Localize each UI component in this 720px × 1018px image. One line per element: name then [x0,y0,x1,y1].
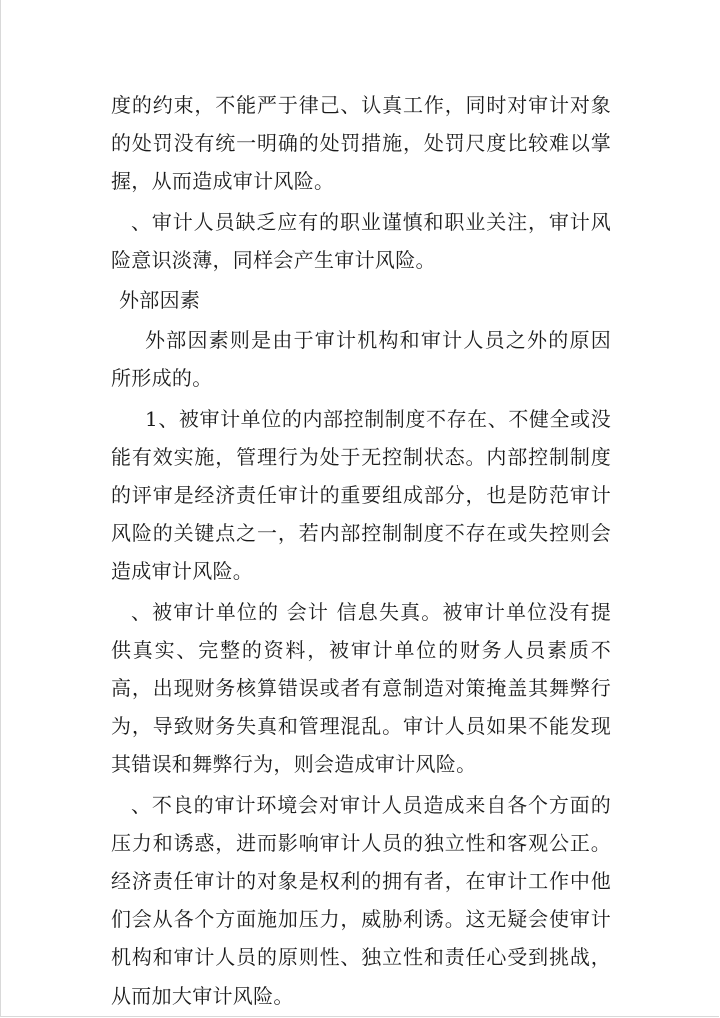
section-heading-external-factors: 外部因素 [119,288,201,313]
paragraph-penalty-standards: 度的约束，不能严于律己、认真工作，同时对审计对象的处罚没有统一明确的处罚措施，处罚尺度比较难以掌握，从而造成审计风险。 [111,93,611,194]
paragraph-professional-care: 、审计人员缺乏应有的职业谨慎和职业关注，审计风险意识淡薄，同样会产生审计风险。 [111,209,611,272]
paragraph-audit-environment: 、不良的审计环境会对审计人员造成来自各个方面的压力和诱惑，进而影响审计人员的独立性和客观公正。经济责任审计的对象是权利的拥有者，在审计工作中他们会从各个方面施加压力，威胁利诱。这无疑会使审计机构和审计人员的原则性、独立性和责任心受到挑战，从而加大审计风险。 [111,792,611,1008]
document-body [111,86,611,1015]
paragraph-internal-control: 1、被审计单位的内部控制制度不存在、不健全或没能有效实施，管理行为处于无控制状态。内部控制制度的评审是经济责任审计的重要组成部分，也是防范审计风险的关键点之一，若内部控制制度不存在或失控则会造成审计风险。 [111,406,611,584]
paragraph-accounting-info: 、被审计单位的 会计 信息失真。被审计单位没有提供真实、完整的资料，被审计单位的财务人员素质不高，出现财务核算错误或者有意制造对策掩盖其舞弊行为，导致财务失真和管理混乱。审计人员如果不能发现其错误和舞弊行为，则会造成审计风险。 [111,599,611,777]
paragraph-external-definition: 外部因素则是由于审计机构和审计人员之外的原因所形成的。 [111,328,611,391]
